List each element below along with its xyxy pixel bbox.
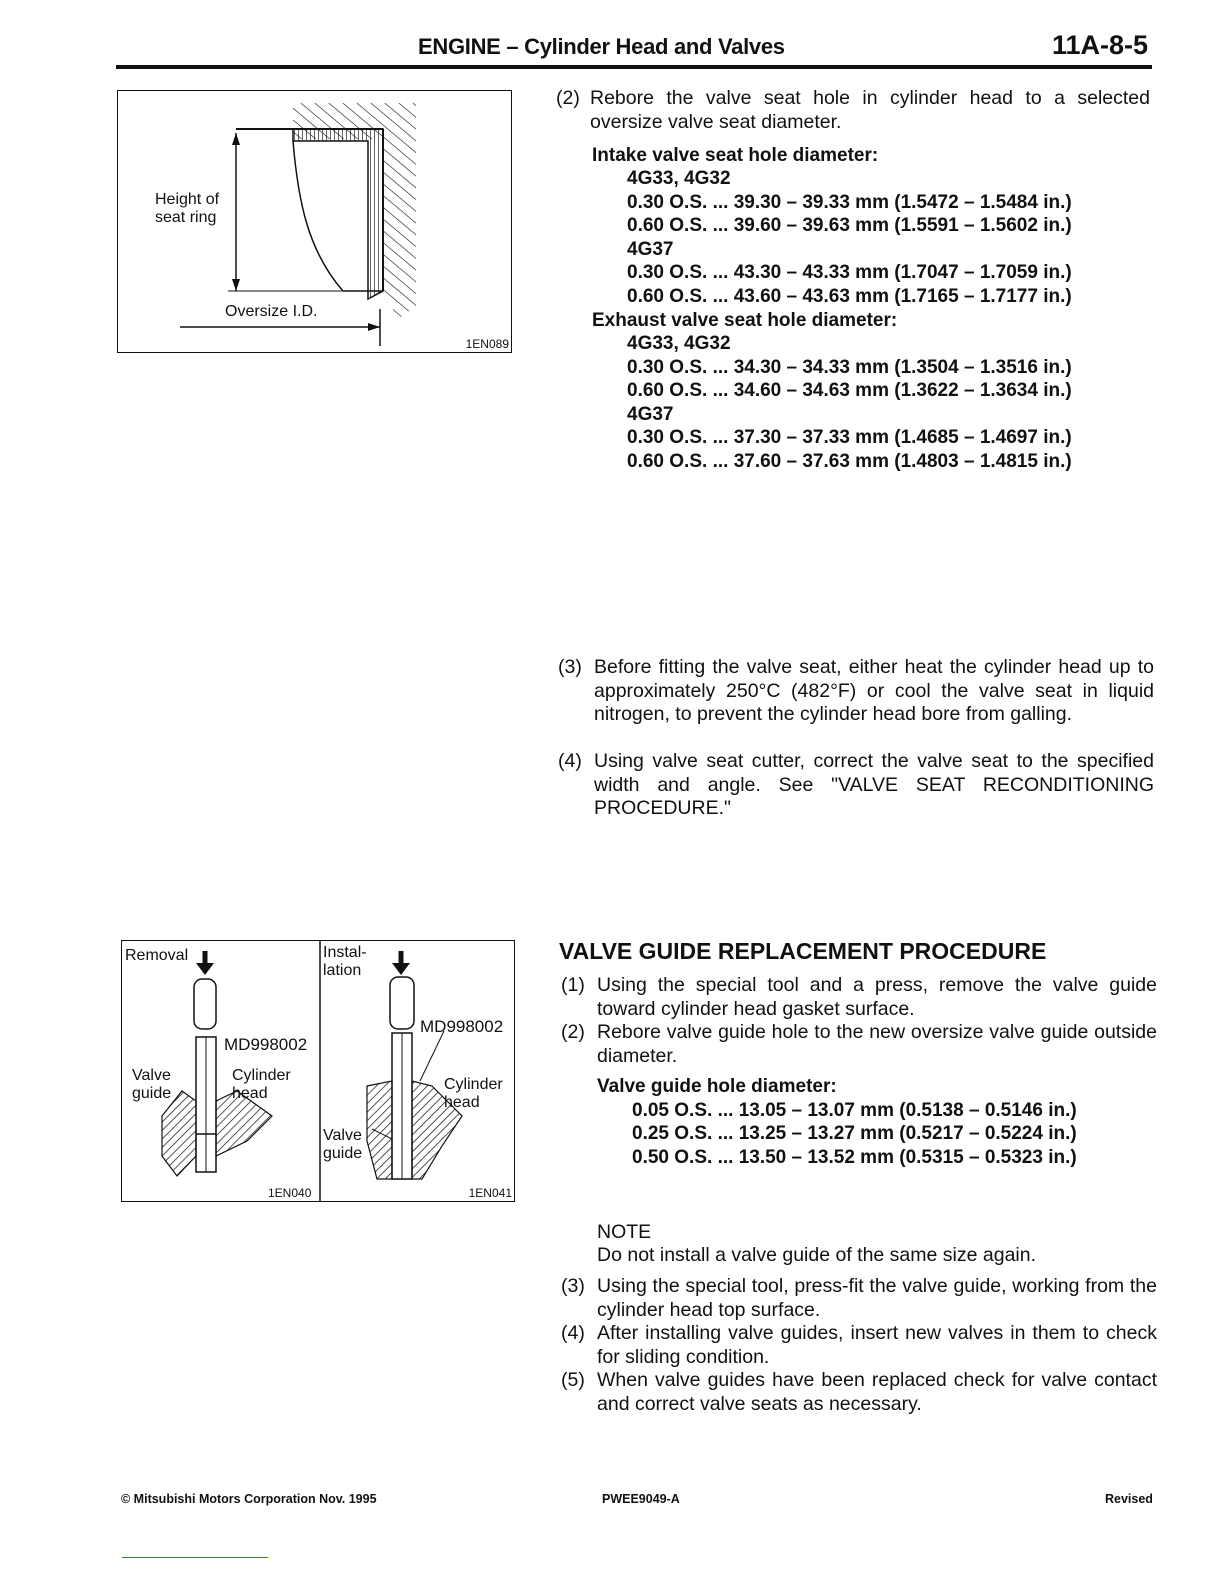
footer-status: Revised <box>1105 1492 1153 1506</box>
spec-value: 39.30 – 39.33 mm (1.5472 – 1.5484 in.) <box>733 192 1072 213</box>
label-oversize-id: Oversize I.D. <box>225 303 318 320</box>
note-title: NOTE <box>597 1221 652 1243</box>
label-height-of: Height of <box>155 191 220 208</box>
spec-value: 37.60 – 37.63 mm (1.4803 – 1.4815 in.) <box>733 451 1072 472</box>
label-tool-left: MD998002 <box>224 1035 308 1054</box>
guide-row <box>632 1122 1077 1146</box>
spec-dots: ... <box>717 1147 734 1168</box>
step-text: Using the special tool and a press, remove the valve guide toward cylinder head gasket surface. <box>597 974 1157 1020</box>
spec-dots: ... <box>712 427 729 448</box>
footer-link-rule <box>122 1557 268 1558</box>
spec-dots: ... <box>717 1123 734 1144</box>
label-cyl-head-left-1: Cylinder <box>232 1067 291 1084</box>
spec-size: 0.60 O.S. <box>627 380 708 401</box>
intake-spec-title: Intake valve seat hole diameter: <box>592 145 879 166</box>
spec-size: 0.30 O.S. <box>627 427 708 448</box>
step-text: Rebore valve guide hole to the new oversize valve guide outside diameter. <box>597 1021 1157 1067</box>
spec-dots: ... <box>712 357 729 378</box>
spec-size: 0.30 O.S. <box>627 192 708 213</box>
intake-row <box>627 191 1072 215</box>
label-removal: Removal <box>125 947 189 964</box>
label-valve-guide-left-1: Valve <box>132 1067 171 1084</box>
spec-dots: ... <box>712 192 729 213</box>
label-cyl-head-right-2: head <box>444 1094 480 1111</box>
step-number: (2) <box>561 1021 585 1043</box>
exhaust-row <box>627 450 1072 474</box>
figure-id-left: 1EN040 <box>268 1186 312 1200</box>
spec-size: 0.30 O.S. <box>627 357 708 378</box>
step-number: (3) <box>558 656 582 678</box>
spec-size: 0.60 O.S. <box>627 451 708 472</box>
spec-size: 0.50 O.S. <box>632 1147 713 1168</box>
guide-row <box>632 1146 1077 1170</box>
spec-value: 34.60 – 34.63 mm (1.3622 – 1.3634 in.) <box>733 380 1072 401</box>
figure-id-right: 1EN041 <box>468 1186 512 1200</box>
spec-value: 13.25 – 13.27 mm (0.5217 – 0.5224 in.) <box>738 1123 1077 1144</box>
label-cyl-head-left-2: head <box>232 1085 268 1102</box>
footer-copyright: © Mitsubishi Motors Corporation Nov. 1995 <box>121 1492 377 1506</box>
step-text: Using valve seat cutter, correct the valve seat to the specified width and angle. See "VALVE SEAT RECONDITIONING PROCEDURE." <box>594 750 1154 819</box>
intake-engine-group-2: 4G37 <box>627 239 674 260</box>
spec-size: 0.60 O.S. <box>627 215 708 236</box>
guide-spec-title: Valve guide hole diameter: <box>597 1076 837 1097</box>
page-title: ENGINE – Cylinder Head and Valves <box>418 34 785 59</box>
step-number: (5) <box>561 1369 585 1391</box>
note-text: Do not install a valve guide of the same size again. <box>597 1244 1037 1266</box>
label-valve-guide-left-2: guide <box>132 1085 172 1102</box>
valve-guide-drawing <box>122 941 514 1201</box>
exhaust-spec-title: Exhaust valve seat hole diameter: <box>592 310 898 331</box>
spec-dots: ... <box>712 451 729 472</box>
step-text: Before fitting the valve seat, either heat the cylinder head up to approximately 250°C (482°F) or cool the valve seat in liquid nitrogen, to prevent the cylinder head bore from galling. <box>594 656 1154 725</box>
label-tool-right: MD998002 <box>420 1017 504 1036</box>
label-valve-guide-right-2: guide <box>323 1145 363 1162</box>
spec-value: 43.60 – 43.63 mm (1.7165 – 1.7177 in.) <box>733 286 1072 307</box>
label-installation-1: Instal- <box>323 944 367 961</box>
spec-value: 43.30 – 43.33 mm (1.7047 – 1.7059 in.) <box>733 262 1072 283</box>
spec-value: 13.50 – 13.52 mm (0.5315 – 0.5323 in.) <box>738 1147 1077 1168</box>
page-number: 11A-8-5 <box>1051 30 1148 60</box>
spec-dots: ... <box>712 380 729 401</box>
spec-dots: ... <box>717 1100 734 1121</box>
spec-value: 37.30 – 37.33 mm (1.4685 – 1.4697 in.) <box>733 427 1072 448</box>
intake-engine-group-1: 4G33, 4G32 <box>627 168 731 189</box>
exhaust-engine-group-2: 4G37 <box>627 404 674 425</box>
spec-size: 0.05 O.S. <box>632 1100 713 1121</box>
spec-value: 13.05 – 13.07 mm (0.5138 – 0.5146 in.) <box>738 1100 1077 1121</box>
step-text: After installing valve guides, insert new valves in them to check for sliding condition. <box>597 1322 1157 1368</box>
exhaust-row <box>627 356 1072 380</box>
spec-value: 39.60 – 39.63 mm (1.5591 – 1.5602 in.) <box>733 215 1072 236</box>
step-number: (4) <box>558 750 582 772</box>
intake-row <box>627 285 1072 309</box>
spec-size: 0.30 O.S. <box>627 262 708 283</box>
label-cyl-head-right-1: Cylinder <box>444 1076 503 1093</box>
step-number: (3) <box>561 1275 585 1297</box>
figure-id: 1EN089 <box>465 337 509 351</box>
label-valve-guide-right-1: Valve <box>323 1127 362 1144</box>
spec-size: 0.25 O.S. <box>632 1123 713 1144</box>
step-number: (4) <box>561 1322 585 1344</box>
footer-code: PWEE9049-A <box>602 1492 680 1506</box>
header-rule <box>116 65 1152 69</box>
step-text: When valve guides have been replaced check for valve contact and correct valve seats as necessary. <box>597 1369 1157 1415</box>
exhaust-row <box>627 426 1072 450</box>
label-seat-ring: seat ring <box>155 209 217 226</box>
spec-dots: ... <box>712 286 729 307</box>
exhaust-engine-group-1: 4G33, 4G32 <box>627 333 731 354</box>
spec-size: 0.60 O.S. <box>627 286 708 307</box>
intake-row <box>627 214 1072 238</box>
guide-row <box>632 1099 1077 1123</box>
spec-dots: ... <box>712 215 729 236</box>
step-number: (2) <box>556 87 580 109</box>
label-installation-2: lation <box>323 962 362 979</box>
step-number: (1) <box>561 974 585 996</box>
figure-seat-ring <box>117 90 512 353</box>
step-text: Using the special tool, press-fit the valve guide, working from the cylinder head top surface. <box>597 1275 1157 1321</box>
intake-row <box>627 261 1072 285</box>
step-text: Rebore the valve seat hole in cylinder head to a selected oversize valve seat diameter. <box>590 87 1150 133</box>
spec-value: 34.30 – 34.33 mm (1.3504 – 1.3516 in.) <box>733 357 1072 378</box>
spec-dots: ... <box>712 262 729 283</box>
figure-valve-guide <box>121 940 515 1202</box>
section-heading: VALVE GUIDE REPLACEMENT PROCEDURE <box>559 938 1047 964</box>
exhaust-row <box>627 379 1072 403</box>
